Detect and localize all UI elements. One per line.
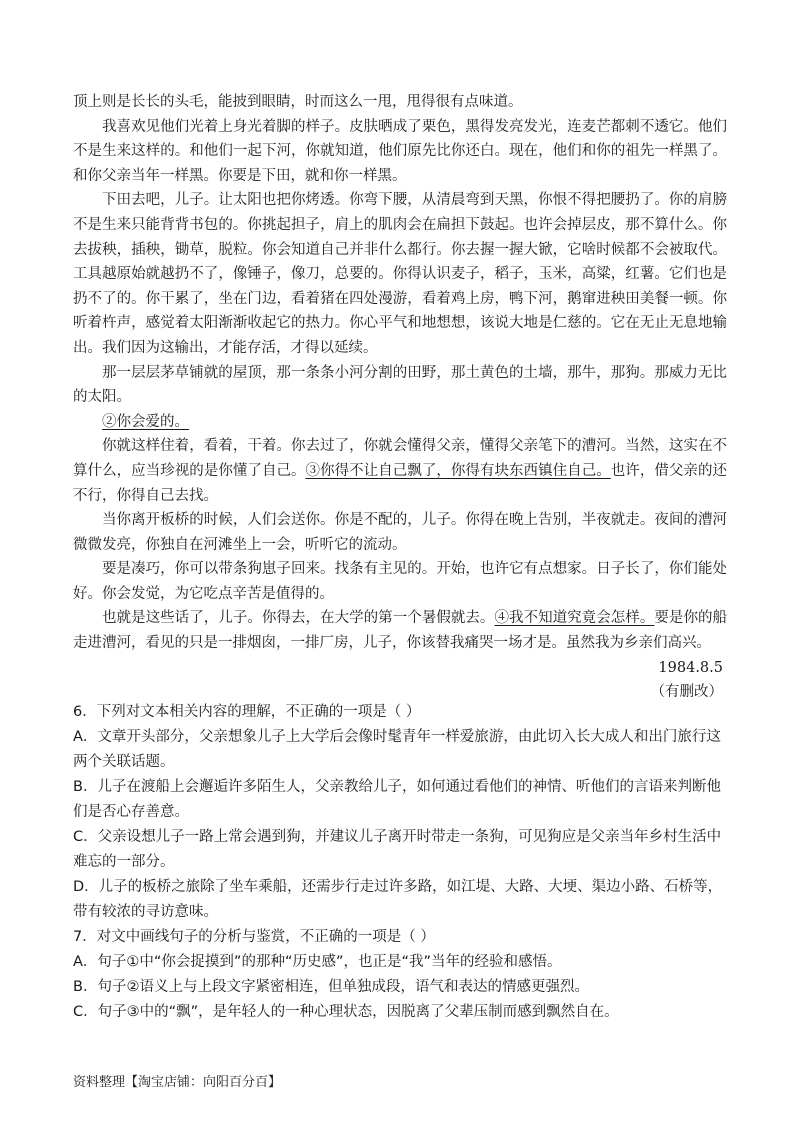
passage-text: 也就是这些话了，儿子。你得去，在大学的第一个暑假就去。	[102, 610, 495, 627]
option-7a: A．句子①中“你会捉摸到”的那种“历史感”，也正是“我”当年的经验和感悟。	[73, 954, 562, 970]
passage-paragraph: 我喜欢见他们光着上身光着脚的样子。皮肤晒成了栗色，黑得发亮发光，连麦芒都刺不透它。他们不是生来这样的。和他们一起下河，你就知道，他们原先比你还白。现在，他们和你的祖先一样黑了。和你父亲当年一样黑。你要是下田，就和你一样黑。	[73, 118, 727, 184]
footer-text: 资料整理【淘宝店铺：向阳百分百】	[73, 1075, 282, 1090]
passage-text: 也许，借父亲的还不行，你得自己去找。	[73, 462, 728, 504]
passage-paragraph: 要是凑巧，你可以带条狗崽子回来。找条有主见的。开始，也许它有点想家。日子长了，你们能处好。你会发觉，为它吃点辛苦是值得的。	[73, 561, 727, 602]
question-6: 6．下列对文本相关内容的理解，不正确的一项是（ ）	[73, 704, 421, 720]
underlined-sentence-2: ②你会爱的。	[102, 413, 189, 430]
reading-passage	[73, 90, 727, 705]
passage-paragraph	[73, 606, 727, 655]
passage-date: 1984.8.5	[658, 659, 723, 676]
question-7: 7．对文中画线句子的分析与鉴赏，不正确的一项是（ ）	[73, 929, 435, 945]
option-7b: B．句子②语义上与上段文字紧密相连，但单独成段，语气和表达的情感更强烈。	[73, 979, 589, 995]
underlined-sentence-3: ③你得不让自己飘了，你得有块东西镇住自己。	[305, 462, 611, 479]
passage-paragraph	[73, 434, 727, 508]
passage-paragraph	[73, 410, 727, 435]
passage-paragraph: 那一层层茅草铺就的屋顶，那一条条小河分割的田野，那土黄色的土墙，那牛，那狗。那威力无比的太阳。	[73, 364, 727, 406]
passage-paragraph: 下田去吧，儿子。让太阳也把你烤透。你弯下腰，从清晨弯到天黑，你恨不得把腰扔了。你的肩膀不是生来只能背背书包的。你挑起担子，肩上的肌肉会在扁担下鼓起。也许会掉层皮，那不算什么。你去拔秧，插秧，锄草，脱粒。你会知道自己并非什么都行。你去握一握大锨，它啥时候都不会被取代。工具越原始就越扔不了，像锤子，像刀，总要的。你得认识麦子，稻子，玉米，高粱，红薯。它们也是扔不了的。你干累了，坐在门边，看着猪在四处漫游，看着鸡上房，鸭下河，鹅窜进秧田美餐一顿。你听着杵声，感觉着太阳渐渐收起它的热力。你心平气和地想想，该说大地是仁慈的。它在无止无息地输出。我们因为这输出，才能存活，才得以延续。	[73, 192, 727, 356]
option-6a: A．文章开头部分，父亲想象儿子上大学后会像时髦青年一样爱旅游，由此切入长大成人和出门旅行这两个关联话题。	[73, 729, 721, 770]
option-6b: B．儿子在渡船上会邂逅许多陌生人，父亲教给儿子，如何通过看他们的神情、听他们的言语来判断他们是否心存善意。	[73, 779, 721, 820]
option-6d: D．儿子的板桥之旅除了坐车乘船，还需步行走过许多路，如江堤、大路、大埂、渠边小路、石桥等，带有较浓的寻访意味。	[73, 879, 723, 920]
underlined-sentence-4: ④我不知道究竟会怎样。	[494, 610, 655, 627]
passage-paragraph: 顶上则是长长的头毛，能披到眼睛，时而这么一甩，甩得很有点味道。	[73, 94, 523, 110]
passage-paragraph: 当你离开板桥的时候，人们会送你。你是不配的，儿子。你得在晚上告别，半夜就走。夜间的漕河微微发亮，你独自在河滩坐上一会，听听它的流动。	[73, 512, 727, 553]
question-section	[73, 700, 727, 1025]
passage-text: 要是你的船走进漕河，看见的只是一排烟囱，一排厂房，儿子，你该替我痛哭一场才是。虽然我为乡亲们高兴。	[73, 610, 728, 652]
passage-text: 你就这样住着，看着，干着。你去过了，你就会懂得父亲，懂得父亲笔下的漕河。当然，这实在不算什么，应当珍视的是你懂了自己。	[73, 438, 727, 479]
option-6c: C．父亲设想儿子一路上常会遇到狗，并建议儿子离开时带走一条狗，可见狗应是父亲当年乡村生活中难忘的一部分。	[73, 829, 722, 870]
option-7c: C．句子③中的“飘”，是年轻人的一种心理状态，因脱离了父辈压制而感到飘然自在。	[73, 1004, 619, 1020]
passage-note: （有删改）	[650, 684, 723, 701]
